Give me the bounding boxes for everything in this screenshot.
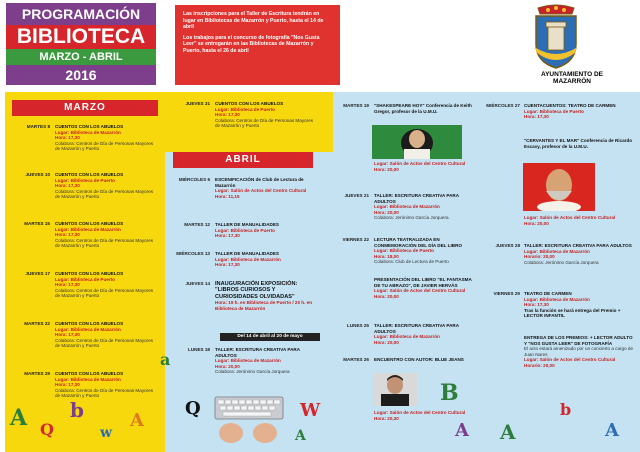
- event-title: PRESENTACIÓN DEL LIBRO "EL FANTASMA DE TU ABRAZO", DE JAVIER HERVÁS: [374, 277, 472, 288]
- event-extra: Colabora: Centros de Día de Personas Mayores de Mazarrón y Puerto: [55, 387, 154, 399]
- event-day: JUEVES 21: [344, 193, 369, 198]
- event-time: Hora: 17,30: [55, 382, 80, 388]
- event-time: Hora: 20,00: [374, 209, 399, 215]
- notice-inscriptions: Las inscripciones para el Taller de Escritura tendrán en lugar en Bibliotecas de Mazarrón y Puerto, hasta el 14 de abril: [183, 11, 324, 31]
- event-col1-0: [5, 124, 165, 172]
- event-title: CUENTOS CON LOS ABUELOS: [55, 271, 124, 276]
- event-day: MARTES 12: [184, 222, 210, 227]
- cervantes-portrait-icon: [523, 163, 595, 211]
- keyboard-hands-icon: [213, 393, 285, 445]
- event-place: Lugar: Biblioteca de Mazarrón: [374, 334, 440, 340]
- event-title: "SHAKESPEARE HOY" Conferencia de Keith Gregor, profesor de la U.M.U.: [374, 103, 472, 114]
- event-place: Lugar: Biblioteca de Mazarrón: [374, 204, 440, 210]
- event-col2-3: [165, 281, 333, 333]
- event-place: Lugar: Biblioteca de Puerto: [55, 177, 115, 183]
- event-time: Hora: 17,30: [55, 183, 80, 189]
- event-title: CUENTOS CON LOS ABUELOS: [55, 221, 124, 226]
- event-title: "CERVANTES Y EL MAR" Conferencia de Ricardo Escavy, profesor de la U.M.U.: [524, 138, 633, 149]
- decor-letter: Q: [185, 398, 201, 419]
- event-extra: Colabora: Centros de Día de Personas Mayores de Mazarrón y Puerto: [55, 237, 154, 249]
- event-title: CUENTOS CON LOS ABUELOS: [55, 124, 124, 129]
- event-title: ENCUENTRO CON AUTOR: BLUE JEANS: [374, 357, 464, 362]
- event-col1-3: [5, 271, 165, 319]
- event-time: Hora: 20,00: [215, 363, 240, 369]
- decor-letter: A: [10, 405, 28, 431]
- event-place: Lugar: Biblioteca de Puerto: [374, 248, 434, 254]
- event-place: Lugar: Biblioteca de Mazarrón: [55, 226, 121, 232]
- header-programacion: PROGRAMACIÓN: [6, 3, 156, 25]
- town-name: AYUNTAMIENTO DE MAZARRÓN: [541, 71, 603, 85]
- event-extra: Colabora: Jerónimo García Jorquera: [374, 215, 449, 221]
- event-extra: Colabora: Centros de Día de Personas Mayores de Mazarrón y Puerto: [55, 140, 154, 152]
- event-time: Hora: 18,00: [374, 253, 399, 259]
- decor-letter: A: [455, 420, 469, 441]
- event-title: TALLER: ESCRITURA CREATIVA PARA ADULTOS: [524, 243, 632, 248]
- exhibition-dates-band: Del 14 de abril al 20 de mayo: [220, 333, 320, 341]
- event-title: CUENTACUENTOS: TEATRO DE CARMEN: [524, 103, 616, 108]
- event-day: VIERNES 29: [493, 291, 520, 296]
- event-col4-3: [478, 291, 640, 331]
- event-day: JUEVES 17: [25, 271, 50, 276]
- shakespeare-portrait-icon: [372, 125, 462, 159]
- decor-letter: b: [560, 400, 572, 419]
- event-col3-2: [333, 237, 478, 277]
- event-time: Hora: 17,30: [55, 332, 80, 338]
- event-extra: Tras la función se hará entrega del Premio + LECTOR INFANTIL: [524, 307, 621, 319]
- event-day: JUEVES 31: [185, 101, 210, 106]
- event-day: JUEVES 10: [25, 172, 50, 177]
- event-place: Lugar: Salón de Actos del Centro Cultural: [374, 288, 466, 294]
- event-place: Hora: 19 h. en Biblioteca de Puerto / 20 h. en Biblioteca de Mazarrón: [215, 300, 313, 311]
- event-time: Hora: 17,30: [215, 112, 240, 118]
- event-time: Hora: 11,15: [215, 193, 240, 199]
- event-place: Lugar: Biblioteca de Puerto: [215, 106, 275, 112]
- event-col4-2: [478, 243, 640, 283]
- decor-letter: B: [440, 380, 459, 406]
- event-col1-4: [5, 321, 165, 369]
- header-biblioteca: BIBLIOTECA: [6, 25, 156, 49]
- event-day: JUEVES 28: [495, 243, 520, 248]
- event-col2-4: [165, 347, 333, 377]
- event-place: Lugar: Biblioteca de Mazarrón: [55, 376, 121, 382]
- notice-photo-contest: Los trabajos para el concurso de fotografía "Nos Gusta Leer" se entregarán en las Bibliotecas de Mazarrón y Puerto, hasta el 26 de abril: [183, 34, 320, 54]
- event-day: MARTES 15: [24, 221, 50, 226]
- event-title: CUENTOS CON LOS ABUELOS: [55, 371, 124, 376]
- decor-letter: A: [295, 428, 306, 444]
- event-time: Horario: 20,00: [524, 254, 555, 260]
- event-title: LECTURA TEATRALIZADA EN CONMEMORACIÓN DEL DÍA DEL LIBRO: [374, 237, 462, 248]
- event-place: Lugar: Salón de Actos del Centro Cultural: [524, 215, 616, 220]
- event-time: Hora: 20,00: [374, 166, 399, 172]
- header-year: 2016: [6, 65, 156, 85]
- event-col3-1: [333, 193, 478, 233]
- event-extra: Colabora: Jerónimo García Jorquera: [215, 369, 290, 375]
- event-note: El acto estará amenizado por un concierto a cargo de Juan Nares: [524, 346, 634, 357]
- event-day: JUEVES 14: [185, 281, 210, 286]
- event-col4-1: [478, 138, 640, 162]
- event-day: MIÉRCOLES 27: [486, 103, 520, 108]
- event-col1-1: [5, 172, 165, 220]
- event-title: INAUGURACIÓN EXPOSICIÓN: "LIBROS CURIOSOS Y CURIOSIDADES OLVIDADAS": [215, 281, 298, 300]
- decor-letter: A: [605, 420, 619, 441]
- event-title: TALLER: ESCRITURA CREATIVA PARA ADULTOS: [374, 193, 459, 204]
- month-abril-banner: ABRIL: [173, 152, 313, 168]
- event-place: Lugar: Biblioteca de Mazarrón: [55, 326, 121, 332]
- event-time: Hora: 20,00: [374, 293, 399, 299]
- event-col4-1-place: [478, 215, 640, 235]
- decor-letter: w: [100, 425, 113, 441]
- event-title: CUENTOS CON LOS ABUELOS: [55, 321, 124, 326]
- event-time: Hora: 20,00: [374, 339, 399, 345]
- event-day: LUNES 18: [188, 347, 210, 352]
- event-col2-top: [165, 101, 333, 149]
- event-day: MIÉRCOLES 6: [178, 177, 210, 182]
- decor-letter: A: [500, 420, 516, 444]
- event-day: LUNES 25: [347, 323, 369, 328]
- event-extra: Colabora: Jerónimo García Jorquera: [524, 259, 599, 265]
- event-col2-2: [165, 251, 333, 281]
- decor-letter: b: [70, 398, 84, 422]
- event-time: Hora: 17,30: [524, 114, 549, 120]
- event-day: VIERNES 22: [342, 237, 369, 242]
- event-col3-3: [333, 277, 478, 317]
- event-place: Lugar: Biblioteca de Mazarrón: [215, 256, 281, 262]
- event-place: Lugar: Biblioteca de Mazarrón: [524, 248, 590, 254]
- event-place: Lugar: Salón de Actos del Centro Cultural: [524, 357, 616, 363]
- event-title: ENTREGA DE LOS PREMIOS: + LECTOR ADULTO Y "NOS GUSTA LEER" DE FOTOGRAFÍA: [524, 335, 633, 346]
- event-day: MIÉRCOLES 13: [176, 251, 210, 256]
- event-col1-2: [5, 221, 165, 269]
- event-extra: Colabora: Centros de Día de Personas Mayores de Mazarrón y Puerto: [55, 287, 154, 299]
- town-crest-icon: [528, 4, 584, 70]
- event-col2-0: [165, 177, 333, 217]
- event-place: Lugar: Salón de Actos del Centro Cultural: [215, 188, 307, 194]
- event-title: TALLER DE MANUALIDADES: [215, 251, 279, 256]
- decor-letter: W: [300, 400, 321, 421]
- event-place: Lugar: Biblioteca de Puerto: [215, 227, 275, 233]
- event-title: TEATRO DE CARMEN: [524, 291, 572, 296]
- event-place: Lugar: Biblioteca de Puerto: [55, 276, 115, 282]
- event-time: Hora: 20,30: [374, 415, 399, 421]
- event-col3-4: [333, 323, 478, 353]
- header-months: MARZO - ABRIL: [6, 49, 156, 65]
- decor-letter: A: [130, 410, 144, 431]
- event-place: Lugar: Biblioteca de Mazarrón: [215, 358, 281, 364]
- event-day: MARTES 29: [24, 371, 50, 376]
- author-photo-icon: [373, 373, 417, 406]
- event-title: TALLER DE MANUALIDADES: [215, 222, 279, 227]
- event-place: Lugar: Salón de Actos del Centro Cultural: [374, 410, 466, 415]
- notice-box: [175, 5, 340, 85]
- event-col4-4: [478, 335, 640, 405]
- event-title: CUENTOS CON LOS ABUELOS: [215, 101, 284, 106]
- event-time: Hora: 20,00: [524, 220, 549, 226]
- event-place: Lugar: Biblioteca de Mazarrón: [55, 129, 121, 135]
- event-day: MARTES 8: [26, 124, 50, 129]
- event-time: Hora: 17,30: [55, 282, 80, 288]
- month-marzo-banner: MARZO: [12, 100, 158, 116]
- event-day: MARTES 22: [24, 321, 50, 326]
- event-place: Lugar: Biblioteca de Puerto: [524, 108, 584, 114]
- event-col4-0: [478, 103, 640, 133]
- event-time: Hora: 17,30: [524, 302, 549, 308]
- event-title: CUENTOS CON LOS ABUELOS: [55, 172, 124, 177]
- event-time: Hora: 17,30: [55, 232, 80, 238]
- event-place: Lugar: Biblioteca de Mazarrón: [524, 296, 590, 302]
- decor-letter: a: [160, 350, 171, 369]
- event-extra: Colabora: Club de Lectura de Puerto: [374, 259, 449, 265]
- event-time: Hora: 17,30: [215, 262, 240, 268]
- event-extra: Colabora: Centros de Día de Personas Mayores de Mazarrón y Puerto: [215, 117, 314, 129]
- event-title: TALLER: ESCRITURA CREATIVA PARA ADULTOS: [215, 347, 300, 358]
- event-time: Hora: 17,30: [215, 233, 240, 239]
- event-time: Hora: 17,30: [55, 135, 80, 141]
- event-day: MARTES 19: [343, 103, 369, 108]
- event-extra: Colabora: Centros de Día de Personas Mayores de Mazarrón y Puerto: [55, 188, 154, 200]
- event-col3-0-place: [333, 161, 478, 181]
- event-title: TALLER: ESCRITURA CREATIVA PARA ADULTOS: [374, 323, 459, 334]
- event-place: Lugar: Salón de Actos del Centro Cultural: [374, 161, 466, 166]
- event-extra: Colabora: Centros de Día de Personas Mayores de Mazarrón y Puerto: [55, 337, 154, 349]
- event-day: MARTES 26: [343, 357, 369, 362]
- event-time: Horario: 20,00: [524, 362, 555, 368]
- event-col2-1: [165, 222, 333, 252]
- event-title: ESCENIFICACIÓN de Club de Lectura de Mazarrón: [215, 177, 304, 188]
- decor-letter: Q: [40, 420, 54, 439]
